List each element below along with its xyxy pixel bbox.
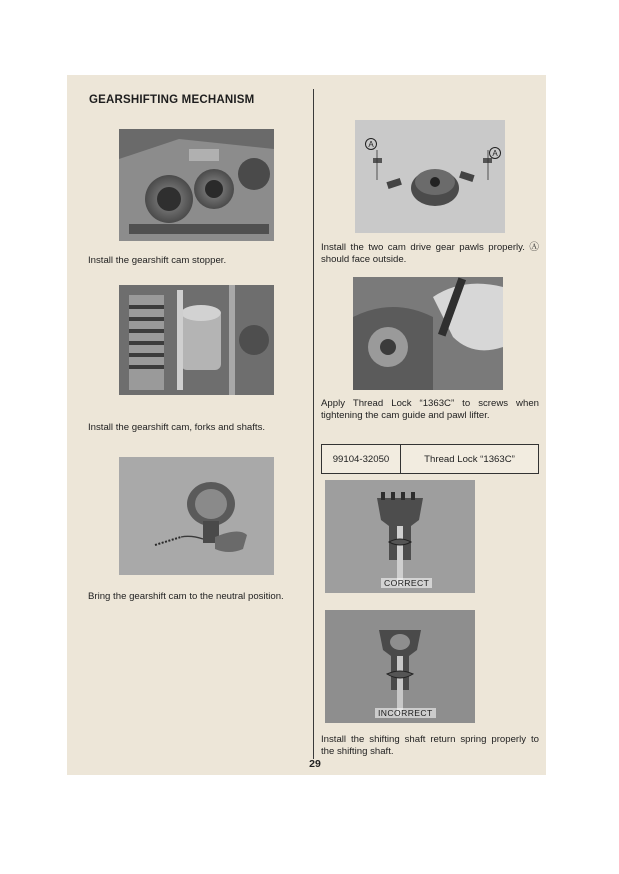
caption-thread-lock: Apply Thread Lock “1363C” to screws when tightening the cam guide and pawl lifter.	[321, 398, 539, 421]
spec-part-name: Thread Lock “1363C”	[424, 453, 515, 465]
photo-cam-forks-shafts	[119, 285, 274, 395]
photo-spring-correct	[325, 480, 475, 593]
spec-table	[321, 444, 539, 474]
photo-cam-stopper	[119, 129, 274, 241]
manual-page	[67, 75, 546, 775]
spec-part-number: 99104-32050	[322, 445, 401, 473]
page-title: GEARSHIFTING MECHANISM	[89, 94, 255, 106]
caption-cam-drive-pawls: Install the two cam drive gear pawls properly. Ⓐ should face outside.	[321, 242, 539, 265]
photo-neutral-position	[119, 457, 274, 575]
caption-cam-stopper: Install the gearshift cam stopper.	[88, 255, 227, 266]
label-incorrect: INCORRECT	[375, 708, 436, 718]
caption-neutral-position: Bring the gearshift cam to the neutral position.	[88, 591, 284, 602]
pawl-callout-left: A	[368, 140, 374, 149]
photo-cam-drive-pawls	[355, 120, 505, 233]
label-correct: CORRECT	[381, 578, 432, 588]
photo-spring-incorrect	[325, 610, 475, 723]
photo-thread-lock	[353, 277, 503, 390]
page-number: 29	[309, 758, 321, 770]
caption-return-spring: Install the shifting shaft return spring properly to the shifting shaft.	[321, 734, 539, 757]
caption-cam-forks-shafts: Install the gearshift cam, forks and shafts.	[88, 422, 266, 433]
pawl-callout-right: A	[492, 149, 498, 158]
column-divider	[313, 89, 314, 759]
